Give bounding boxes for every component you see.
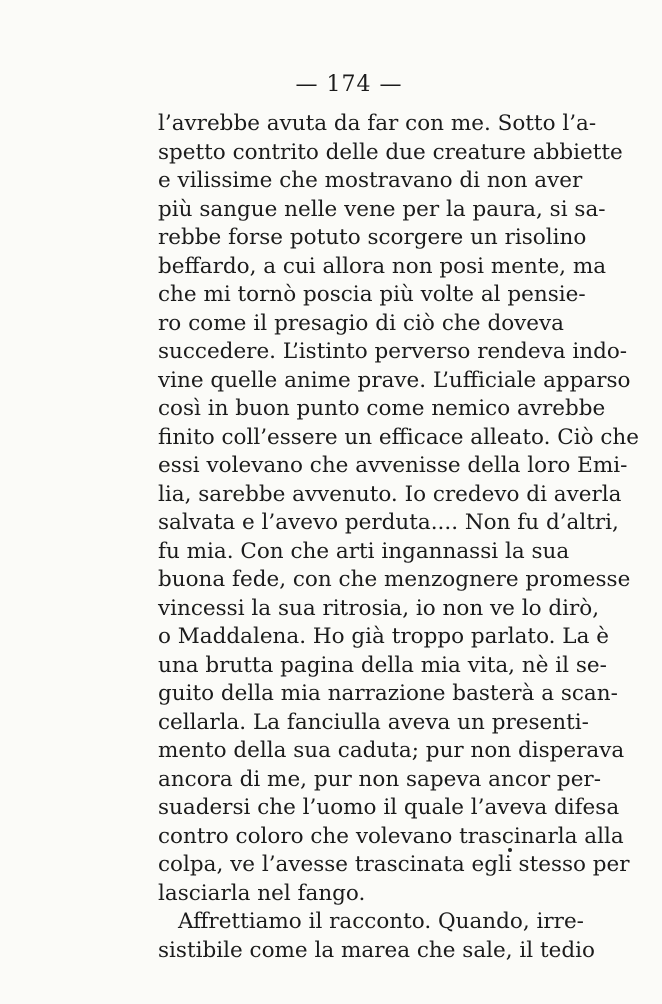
text-line: suadersi che l’uomo il quale l’aveva difesa bbox=[158, 795, 620, 820]
text-line: Affrettiamo il racconto. Quando, irre- bbox=[178, 909, 584, 934]
ink-speck bbox=[508, 848, 512, 852]
text-line: beffardo, a cui allora non posi mente, ma bbox=[158, 253, 607, 279]
text-line: una brutta pagina della mia vita, nè il se- bbox=[158, 652, 607, 678]
text-line: fu mia. Con che arti ingannassi la sua bbox=[158, 538, 570, 564]
text-line: guito della mia narrazione basterà a scan- bbox=[158, 681, 618, 706]
text-line: rebbe forse potuto scorgere un risolino bbox=[158, 225, 587, 250]
text-line: più sangue nelle vene per la paura, si sa- bbox=[158, 196, 606, 222]
text-line: l’avrebbe avuta da far con me. Sotto l’a- bbox=[158, 111, 597, 136]
text-line: che mi tornò poscia più volte al pensie- bbox=[158, 282, 586, 307]
text-line: vincessi la sua ritrosia, io non ve lo dirò, bbox=[158, 595, 600, 621]
text-line: lia, sarebbe avvenuto. Io credevo di averla bbox=[158, 481, 622, 507]
text-line: ro come il presagio di ciò che doveva bbox=[158, 310, 564, 336]
text-line: vine quelle anime prave. L’ufficiale apparso bbox=[158, 367, 631, 393]
text-line: salvata e l’avevo perduta.... Non fu d’altri, bbox=[158, 510, 619, 535]
text-line: spetto contrito delle due creature abbiette bbox=[158, 139, 623, 165]
text-line: così in buon punto come nemico avrebbe bbox=[158, 396, 606, 421]
text-line: o Maddalena. Ho già troppo parlato. La è bbox=[158, 624, 609, 649]
page-number: — 174 — bbox=[295, 72, 403, 97]
text-line: succedere. L’istinto perverso rendeva indo- bbox=[158, 339, 628, 364]
text-line: finito coll’essere un efficace alleato. Ciò che bbox=[158, 424, 639, 450]
text-line: e vilissime che mostravano di non aver bbox=[158, 168, 583, 193]
text-line: cellarla. La fanciulla aveva un presenti- bbox=[158, 709, 589, 735]
text-line: ancora di me, pur non sapeva ancor per- bbox=[158, 766, 601, 792]
text-line: lasciarla nel fango. bbox=[158, 880, 366, 906]
text-line: sistibile come la marea che sale, il tedio bbox=[158, 937, 595, 963]
text-line: colpa, ve l’avesse trascinata egli stesso per bbox=[158, 852, 630, 877]
text-line: contro coloro che volevano trascinarla alla bbox=[158, 823, 624, 849]
body-text bbox=[158, 110, 639, 965]
text-line: mento della sua caduta; pur non disperava bbox=[158, 738, 625, 763]
text-line: buona fede, con che menzognere promesse bbox=[158, 567, 631, 592]
text-line: essi volevano che avvenisse della loro Emi- bbox=[158, 453, 628, 478]
